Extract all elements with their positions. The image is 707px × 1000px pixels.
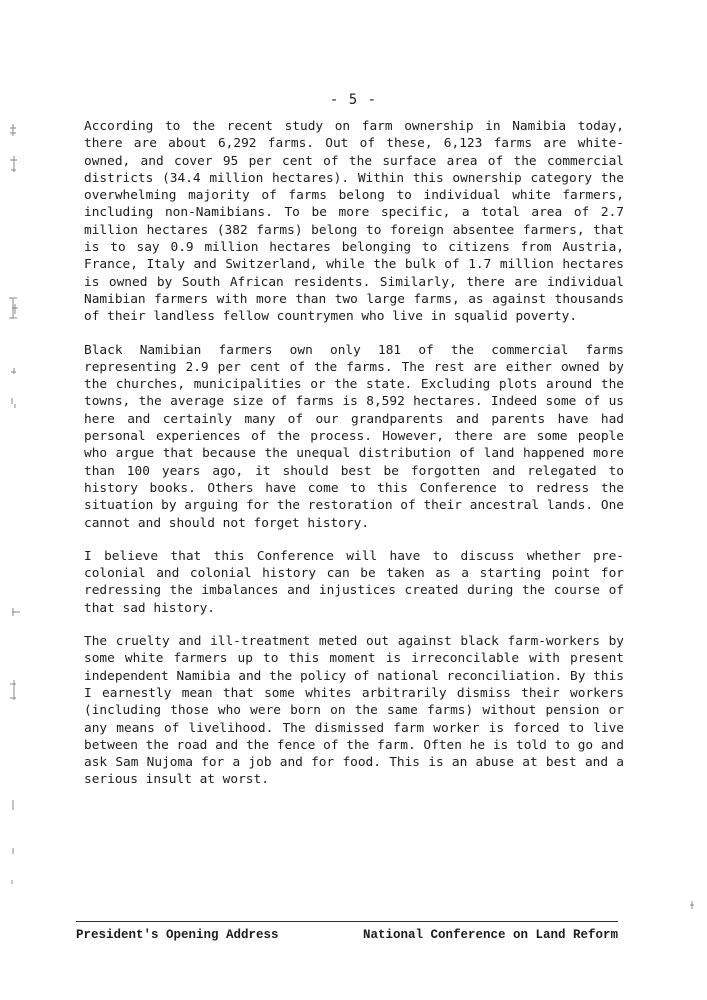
footer-right-text: National Conference on Land Reform bbox=[362, 928, 618, 942]
document-body bbox=[84, 118, 624, 805]
page-footer bbox=[76, 928, 618, 942]
footer-divider bbox=[76, 921, 618, 922]
paragraph-farm-ownership: According to the recent study on farm ownership in Namibia today, there are about 6,292 farms. Out of these, 6,123 farms are white-owned, and cover 95 per cent of the surface area of the commercial districts (34.4 million hectares). Within this ownership category the overwhelming majority of farms belong to individual white farmers, including non-Namibians. To be more specific, a total area of 2.7 million hectares (382 farms) belong to foreign absentee farmers, that is to say 0.9 million hectares belonging to citizens from Austria, France, Italy and Switzerland, while the bulk of 1.7 million hectares is owned by South African residents. Similarly, there are individual Namibian farmers with more than two large farms, as against thousands of their landless fellow countrymen who live in squalid poverty. bbox=[84, 119, 624, 325]
paragraph-history: I believe that this Conference will have to discuss whether pre-colonial and colonial history can be taken as a starting point for redressing the imbalances and injustices created during the course of that sad history. bbox=[84, 548, 624, 616]
paragraph-black-farmers: Black Namibian farmers own only 181 of the commercial farms representing 2.9 per cent of the farms. The rest are either owned by the churches, municipalities or the state. Excluding plots around the towns, the average size of farms is 8,592 hectares. Indeed some of us here and certainly many of our grandparents and parents have had personal experiences of the process. However, there are some people who argue that because the unequal distribution of land happened more than 100 years ago, it should best be forgotten and relegated to history books. Others have come to this Conference to redress the situation by arguing for the restoration of their ancestral lands. One cannot and should not forget history. bbox=[84, 342, 624, 531]
footer-left-text: President's Opening Address bbox=[76, 928, 279, 942]
paragraph-farm-workers: The cruelty and ill-treatment meted out against black farm-workers by some white farmers up to this moment is irreconcilable with present independent Namibia and the policy of national reconciliation. By this I earnestly mean that some whites arbitrarily dismiss their workers (including those who were born on the same farms) without pension or any means of livelihood. The dismissed farm worker is forced to live between the road and the fence of the farm. Often he is told to go and ask Sam Nujoma for a job and for food. This is an abuse at best and a serious insult at worst. bbox=[84, 634, 624, 788]
page-number: - 5 - bbox=[329, 92, 378, 108]
